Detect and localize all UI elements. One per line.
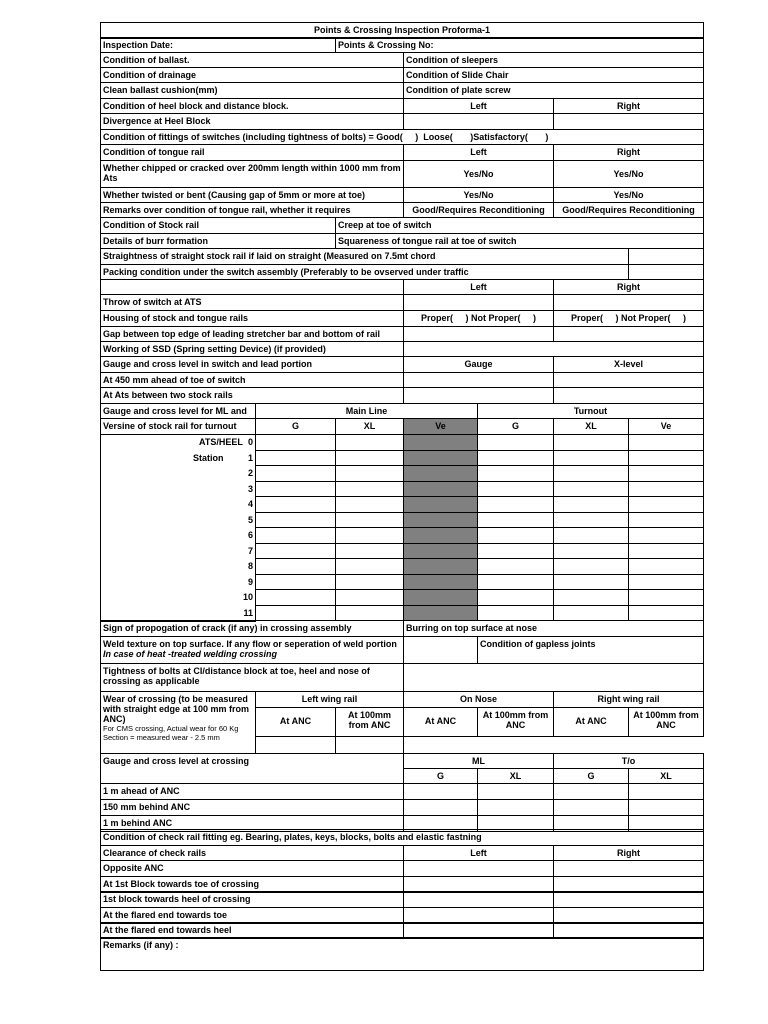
housing-right[interactable]	[553, 310, 704, 327]
clean-ballast-label: Clean ballast cushion(mm)	[100, 82, 404, 99]
switch-left-header: Left	[403, 279, 554, 295]
turnout-header: Turnout	[477, 403, 704, 419]
versine-cell-to-g[interactable]	[477, 496, 554, 513]
versine-cell-to-g[interactable]	[477, 481, 554, 497]
versine-cell-ml-g[interactable]	[255, 605, 336, 621]
gauge-lead-label: Gauge and cross level in switch and lead portion	[100, 356, 404, 373]
versine-cell-ml-g[interactable]	[255, 450, 336, 466]
to-header: T/o	[553, 753, 704, 769]
station-number: 4	[100, 496, 256, 513]
tongue-remarks-left[interactable]: Good/Requires Reconditioning	[403, 202, 554, 218]
switch-right-header: Right	[553, 279, 704, 295]
fittings-paren: )	[545, 132, 549, 142]
check-left-value[interactable]	[403, 891, 554, 908]
nose-at-anc: At ANC	[403, 707, 478, 737]
station-number: 10	[100, 589, 256, 606]
versine-cell-ml-ve	[403, 465, 478, 482]
cross-to-xl: XL	[628, 768, 704, 784]
between-stock-xlevel[interactable]	[553, 387, 704, 404]
versine-cell-to-g[interactable]	[477, 512, 554, 528]
versine-cell-ml-xl[interactable]	[335, 496, 404, 513]
gauge-ml-label: Gauge and cross level for ML and	[100, 403, 256, 419]
cross-ml-g: G	[403, 768, 478, 784]
weld-note: In case of heat -treated welding crossing	[103, 649, 278, 659]
station-number: 0	[100, 434, 256, 451]
straightness-value[interactable]	[628, 248, 704, 265]
between-stock-label: At Ats between two stock rails	[100, 387, 404, 404]
versine-cell-to-xl[interactable]	[553, 512, 629, 528]
station-number: 2	[100, 465, 256, 482]
versine-cell-to-g[interactable]	[477, 543, 554, 559]
crossing-gauge-cell[interactable]	[403, 799, 478, 816]
tightness-label: Tightness of bolts at CI/distance block at toe, heel and nose of crossing as applicable	[100, 663, 404, 692]
throw-right[interactable]	[553, 294, 704, 311]
lw-at-anc: At ANC	[255, 707, 336, 737]
twisted-label: Whether twisted or bent (Causing gap of 5mm or more at toe)	[100, 187, 404, 203]
versine-cell-ml-ve	[403, 527, 478, 544]
versine-cell-to-ve[interactable]	[628, 527, 704, 544]
versine-cell-to-ve[interactable]	[628, 450, 704, 466]
versine-cell-to-xl[interactable]	[553, 527, 629, 544]
not-proper-label: Not Proper(	[621, 313, 671, 323]
versine-cell-to-xl[interactable]	[553, 543, 629, 559]
versine-cell-ml-g[interactable]	[255, 574, 336, 590]
versine-cell-to-xl[interactable]	[553, 434, 629, 451]
between-stock-gauge[interactable]	[403, 387, 554, 404]
gap-stretcher-label: Gap between top edge of leading stretcher bar and bottom of rail	[100, 326, 404, 342]
ahead-450-label: At 450 mm ahead of toe of switch	[100, 372, 404, 388]
tightness-value[interactable]	[403, 663, 704, 692]
check-row-label: At the flared end towards toe	[100, 907, 404, 924]
ml-header: ML	[403, 753, 554, 769]
versine-cell-ml-ve	[403, 481, 478, 497]
right-wing-header: Right wing rail	[553, 691, 704, 708]
gauge-crossing-label: Gauge and cross level at crossing	[100, 753, 404, 784]
versine-cell-to-g[interactable]	[477, 574, 554, 590]
stock-rail-label: Condition of Stock rail	[100, 217, 336, 234]
versine-cell-to-xl[interactable]	[553, 558, 629, 575]
versine-cell-ml-xl[interactable]	[335, 605, 404, 621]
housing-left[interactable]	[403, 310, 554, 327]
ahead-450-gauge[interactable]	[403, 372, 554, 388]
station-number: 3	[100, 481, 256, 497]
versine-cell-ml-xl[interactable]	[335, 481, 404, 497]
cross-to-g: G	[553, 768, 629, 784]
versine-cell-ml-g[interactable]	[255, 527, 336, 544]
versine-cell-to-g[interactable]	[477, 605, 554, 621]
check-row-label: 1st block towards heel of crossing	[100, 891, 404, 908]
station-number: 7	[100, 543, 256, 559]
lw-at-100mm: At 100mm from ANC	[335, 707, 404, 737]
throw-left[interactable]	[403, 294, 554, 311]
slide-chair-label: Condition of Slide Chair	[403, 67, 704, 83]
not-proper-label: Not Proper(	[471, 313, 521, 323]
versine-cell-to-ve[interactable]	[628, 574, 704, 590]
versine-cell-ml-g[interactable]	[255, 481, 336, 497]
wear-label: Wear of crossing (to be measured with straight edge at 100 mm from ANC) For CMS crossing, Actual wear for 60 Kg Section = measured wear - 2.5 mm	[100, 691, 256, 754]
ml-xl-header: XL	[335, 418, 404, 435]
tongue-rail-left: Left	[403, 144, 554, 161]
clearance-left: Left	[403, 845, 554, 861]
drainage-label: Condition of drainage	[100, 67, 404, 83]
station-number: 9	[100, 574, 256, 590]
check-left-value[interactable]	[403, 860, 554, 877]
versine-cell-to-xl[interactable]	[553, 450, 629, 466]
fittings-paren: )	[415, 132, 419, 142]
versine-cell-to-g[interactable]	[477, 527, 554, 544]
versine-cell-ml-ve	[403, 558, 478, 575]
versine-cell-ml-xl[interactable]	[335, 465, 404, 482]
nose-at-100mm: At 100mm from ANC	[477, 707, 554, 737]
station-number: 1	[100, 450, 256, 466]
versine-cell-to-ve[interactable]	[628, 434, 704, 451]
versine-cell-to-g[interactable]	[477, 450, 554, 466]
versine-label: Versine of stock rail for turnout	[100, 418, 256, 435]
versine-cell-ml-xl[interactable]	[335, 543, 404, 559]
divergence-right[interactable]	[553, 113, 704, 130]
burr-label: Details of burr formation	[100, 233, 336, 249]
station-column-frame	[100, 434, 256, 622]
wear-lw-100-value[interactable]	[335, 736, 404, 754]
versine-cell-ml-xl[interactable]	[335, 434, 404, 451]
ml-ve-header: Ve	[403, 418, 478, 435]
burring-label: Burring on top surface at nose	[403, 620, 704, 637]
tongue-remarks-label: Remarks over condition of tongue rail, whether it requires	[100, 202, 404, 218]
versine-cell-ml-xl[interactable]	[335, 589, 404, 606]
versine-cell-to-ve[interactable]	[628, 465, 704, 482]
divergence-left[interactable]	[403, 113, 554, 130]
check-row-label: At 1st Block towards toe of crossing	[100, 876, 404, 893]
paren: )	[533, 313, 537, 323]
to-ve-header: Ve	[628, 418, 704, 435]
proper-label: Proper(	[420, 313, 453, 323]
versine-cell-ml-g[interactable]	[255, 496, 336, 513]
wear-note: For CMS crossing, Actual wear for 60 Kg Section = measured wear - 2.5 mm	[103, 724, 239, 742]
crossing-gauge-cell[interactable]	[553, 783, 629, 800]
proper-label: Proper(	[570, 313, 603, 323]
ahead-450-xlevel[interactable]	[553, 372, 704, 388]
station-number: 6	[100, 527, 256, 544]
straightness-label: Straightness of straight stock rail if laid on straight (Measured on 7.5mt chord	[100, 248, 629, 265]
versine-cell-to-xl[interactable]	[553, 465, 629, 482]
squareness-label: Squareness of tongue rail at toe of switch	[335, 233, 704, 249]
versine-cell-ml-ve	[403, 450, 478, 466]
versine-cell-to-xl[interactable]	[553, 496, 629, 513]
cross-ml-xl: XL	[477, 768, 554, 784]
versine-cell-to-xl[interactable]	[553, 481, 629, 497]
ats-heel-label: ATS/HEEL	[199, 437, 243, 447]
versine-cell-to-xl[interactable]	[553, 605, 629, 621]
versine-cell-to-g[interactable]	[477, 589, 554, 606]
versine-cell-ml-g[interactable]	[255, 465, 336, 482]
crossing-gauge-cell[interactable]	[403, 783, 478, 800]
main-line-header: Main Line	[255, 403, 478, 419]
versine-cell-to-ve[interactable]	[628, 589, 704, 606]
versine-cell-ml-xl[interactable]	[335, 574, 404, 590]
crossing-gauge-cell[interactable]	[553, 799, 629, 816]
crossing-gauge-cell[interactable]	[628, 783, 704, 800]
versine-cell-ml-g[interactable]	[255, 512, 336, 528]
crack-label: Sign of propogation of crack (if any) in crossing assembly	[100, 620, 404, 637]
versine-cell-ml-g[interactable]	[255, 543, 336, 559]
versine-cell-to-ve[interactable]	[628, 558, 704, 575]
versine-cell-to-g[interactable]	[477, 434, 554, 451]
versine-cell-ml-xl[interactable]	[335, 527, 404, 544]
versine-cell-to-ve[interactable]	[628, 543, 704, 559]
wear-values-rest[interactable]	[403, 736, 704, 754]
station-label: Station	[193, 453, 224, 463]
versine-cell-ml-g[interactable]	[255, 434, 336, 451]
switch-header-blank	[100, 279, 404, 295]
versine-cell-to-g[interactable]	[477, 558, 554, 575]
station-number: 5	[100, 512, 256, 528]
creep-label: Creep at toe of switch	[335, 217, 704, 234]
station-number: 8	[100, 558, 256, 575]
xlevel-header: X-level	[553, 356, 704, 373]
to-xl-header: XL	[553, 418, 629, 435]
versine-cell-ml-ve	[403, 543, 478, 559]
ssd-label: Working of SSD (Spring setting Device) (if provided)	[100, 341, 404, 357]
inspection-date-label: Inspection Date:	[100, 37, 336, 53]
rw-at-100mm: At 100mm from ANC	[628, 707, 704, 737]
versine-cell-to-xl[interactable]	[553, 589, 629, 606]
tongue-rail-right: Right	[553, 144, 704, 161]
chipped-left-yesno[interactable]: Yes/No	[403, 160, 554, 188]
tongue-rail-label: Condition of tongue rail	[100, 144, 404, 161]
tongue-remarks-right[interactable]: Good/Requires Reconditioning	[553, 202, 704, 218]
remarks-label: Remarks (if any) :	[103, 940, 179, 950]
gap-stretcher-right[interactable]	[553, 326, 704, 342]
versine-cell-ml-xl[interactable]	[335, 450, 404, 466]
twisted-right-yesno[interactable]: Yes/No	[553, 187, 704, 203]
on-nose-header: On Nose	[403, 691, 554, 708]
packing-value[interactable]	[628, 264, 704, 280]
paren: )	[615, 313, 619, 323]
paren: )	[683, 313, 687, 323]
versine-cell-ml-ve	[403, 574, 478, 590]
fittings-loose-label: Loose(	[423, 132, 453, 142]
form-title: Points & Crossing Inspection Proforma-1	[100, 22, 704, 39]
heel-block-label: Condition of heel block and distance block.	[100, 98, 404, 114]
heel-block-right: Right	[553, 98, 704, 114]
chipped-right-yesno[interactable]: Yes/No	[553, 160, 704, 188]
versine-cell-to-ve[interactable]	[628, 481, 704, 497]
remarks-box[interactable]	[100, 937, 704, 971]
check-row-label: At the flared end towards heel	[100, 922, 404, 939]
fittings-sat-label: Satisfactory(	[473, 132, 528, 142]
versine-cell-to-g[interactable]	[477, 465, 554, 482]
heel-block-left: Left	[403, 98, 554, 114]
clearance-label: Clearance of check rails	[100, 845, 404, 861]
crossing-row-label: 150 mm behind ANC	[100, 799, 404, 816]
twisted-left-yesno[interactable]: Yes/No	[403, 187, 554, 203]
check-right-value[interactable]	[553, 891, 704, 908]
versine-cell-to-ve[interactable]	[628, 496, 704, 513]
gap-stretcher-left[interactable]	[403, 326, 554, 342]
pc-number-label: Points & Crossing No:	[335, 37, 704, 53]
gauge-header: Gauge	[403, 356, 554, 373]
plate-screw-label: Condition of plate screw	[403, 82, 704, 99]
versine-cell-ml-ve	[403, 605, 478, 621]
versine-cell-ml-ve	[403, 589, 478, 606]
fittings-row	[100, 129, 704, 145]
station-number: 11	[100, 605, 256, 621]
versine-cell-ml-g[interactable]	[255, 589, 336, 606]
gapless-label: Condition of gapless joints	[477, 636, 704, 664]
versine-cell-to-ve[interactable]	[628, 512, 704, 528]
paren: )	[465, 313, 469, 323]
throw-label: Throw of switch at ATS	[100, 294, 404, 311]
housing-label: Housing of stock and tongue rails	[100, 310, 404, 327]
versine-cell-ml-xl[interactable]	[335, 512, 404, 528]
ballast-label: Condition of ballast.	[100, 52, 404, 68]
to-g-header: G	[477, 418, 554, 435]
crossing-gauge-cell[interactable]	[628, 799, 704, 816]
fittings-good-label: Condition of fittings of switches (including tightness of bolts) = Good(	[103, 132, 403, 142]
versine-cell-ml-ve	[403, 496, 478, 513]
clearance-right: Right	[553, 845, 704, 861]
versine-cell-ml-xl[interactable]	[335, 558, 404, 575]
rw-at-anc: At ANC	[553, 707, 629, 737]
versine-cell-ml-ve	[403, 434, 478, 451]
versine-cell-ml-g[interactable]	[255, 558, 336, 575]
check-row-label: Opposite ANC	[100, 860, 404, 877]
ssd-value[interactable]	[403, 341, 704, 357]
ml-g-header: G	[255, 418, 336, 435]
divergence-label: Divergence at Heel Block	[100, 113, 404, 130]
crossing-row-label: 1 m behind ANC	[100, 815, 404, 832]
crossing-row-label: 1 m ahead of ANC	[100, 783, 404, 800]
weld-value[interactable]	[403, 636, 478, 664]
versine-cell-ml-ve	[403, 512, 478, 528]
check-right-value[interactable]	[553, 860, 704, 877]
packing-label: Packing condition under the switch assembly (Preferably to be ovserved under traffic	[100, 264, 629, 280]
versine-cell-to-xl[interactable]	[553, 574, 629, 590]
left-wing-header: Left wing rail	[255, 691, 404, 708]
chipped-label: Whether chipped or cracked over 200mm length within 1000 mm from Ats	[100, 160, 404, 188]
fittings-paren: )	[470, 132, 474, 142]
crossing-gauge-cell[interactable]	[477, 799, 554, 816]
versine-cell-to-ve[interactable]	[628, 605, 704, 621]
wear-lw-anc-value[interactable]	[255, 736, 336, 754]
sleepers-label: Condition of sleepers	[403, 52, 704, 68]
crossing-gauge-cell[interactable]	[477, 783, 554, 800]
weld-label: Weld texture on top surface. If any flow or seperation of weld portion In case of heat -treated welding crossing	[100, 636, 404, 664]
check-rail-fitting-label: Condition of check rail fitting eg. Bearing, plates, keys, blocks, bolts and elastic fastning	[100, 829, 704, 846]
